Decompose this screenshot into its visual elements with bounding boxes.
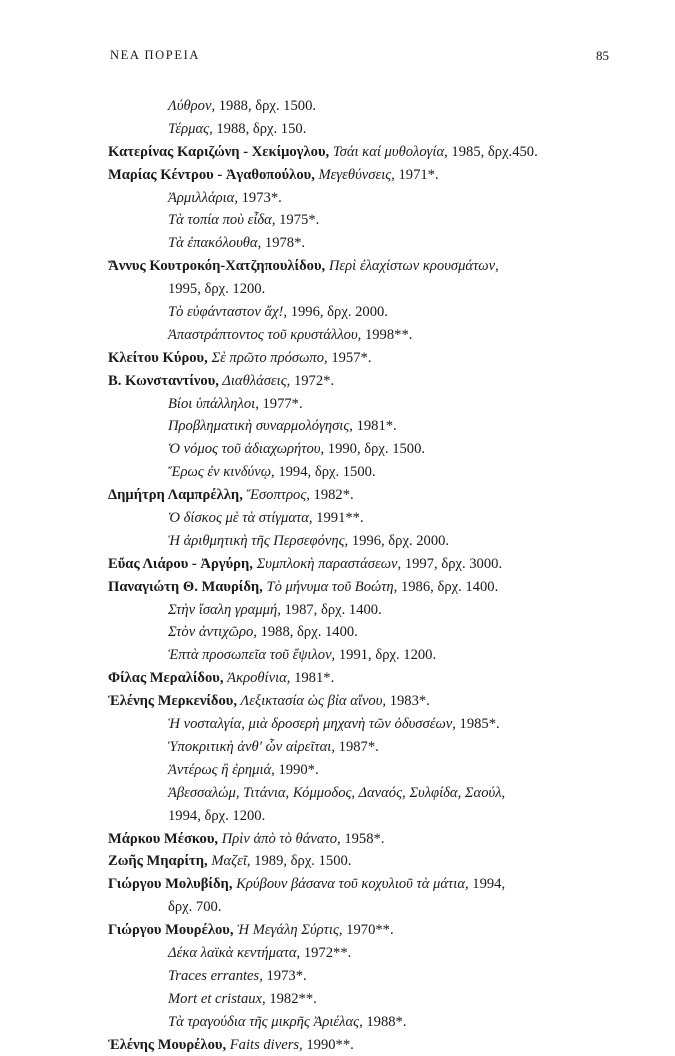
bibliography-entry-line (108, 576, 618, 599)
work-title: Ἔρως ἐν κινδύνῳ, (168, 464, 275, 481)
work-title: Λύθρον, (168, 98, 216, 114)
publication-details: 1981*. (352, 418, 397, 435)
publication-details: 1997, δρχ. 3000. (401, 555, 503, 572)
publication-details: 1991, δρχ. 1200. (335, 647, 437, 664)
author-name: Εὔας Λιάρου - Ἀργύρη, (108, 555, 253, 572)
bibliography-continuation-line (108, 95, 618, 118)
bibliography-continuation-line (108, 301, 618, 324)
bibliography-continuation-line (108, 1011, 618, 1034)
work-title: Στὸν ἀντιχῶρο, (168, 624, 257, 641)
bibliography-continuation-line (108, 209, 618, 232)
running-header (110, 48, 609, 68)
publication-details: 1982**. (265, 990, 317, 1007)
publication-details: 1971*. (394, 166, 439, 183)
work-title: Ἡ νοσταλγία, μιὰ δροσερὴ μηχανὴ τῶν ὀδυσσέων, (168, 716, 456, 733)
bibliography-entry-line (108, 873, 618, 896)
publication-details: 1995, δρχ. 1200. (168, 281, 266, 298)
author-name: Παναγιώτη Θ. Μαυρίδη, (108, 578, 263, 595)
author-name: Μάρκου Μέσκου, (108, 830, 219, 847)
bibliography-continuation-line (108, 461, 618, 484)
work-title: Κρύβουν βάσανα τοῦ κοχυλιοῦ τὰ μάτια, (232, 876, 469, 893)
work-title: Ἀρμιλλάρια, (168, 189, 238, 206)
work-title: Faits divers, (226, 1036, 303, 1053)
publication-details: 1977*. (258, 395, 303, 412)
bibliography-continuation-line (108, 988, 618, 1011)
publication-details: 1990**. (302, 1036, 354, 1053)
bibliography-entry-line (108, 484, 618, 507)
bibliography-entry-line (108, 1034, 618, 1056)
publication-details: 1972**. (300, 944, 352, 961)
bibliography-continuation-line (108, 644, 618, 667)
work-title: Προβληματικὴ συναρμολόγησις, (168, 418, 353, 435)
author-name: Κατερίνας Καριζώνη - Χεκίμογλου, (108, 143, 330, 160)
publication-details: 1982*. (309, 487, 354, 504)
work-title: Ἡ Μεγάλη Σύρτις, (233, 922, 343, 939)
work-title: Τὰ τραγούδια τῆς μικρῆς Ἀριέλας, (168, 1013, 363, 1030)
work-title: Πρὶν ἀπὸ τὸ θάνατο, (218, 830, 341, 847)
bibliography-list (108, 95, 618, 1056)
work-title: Ἔσοπτρος, (242, 487, 310, 504)
bibliography-continuation-line (108, 438, 618, 461)
publication-details: 1987*. (335, 738, 379, 755)
bibliography-entry-line (108, 667, 618, 690)
publication-details: 1970**. (342, 922, 394, 939)
work-title: Μαζεῖ, (207, 853, 251, 870)
publication-details: 1986, δρχ. 1400. (397, 578, 499, 595)
work-title: Ἑπτὰ προσωπεῖα τοῦ ἔψιλον, (168, 647, 336, 664)
publication-details: 1989, δρχ. 1500. (250, 853, 352, 870)
bibliography-continuation-line (108, 736, 618, 759)
publication-details: 1958*. (340, 830, 385, 847)
publication-details: 1987, δρχ. 1400. (280, 601, 382, 618)
bibliography-entry-line (108, 828, 618, 851)
bibliography-entry-line (108, 255, 618, 278)
work-title: Ὁ δίσκος μὲ τὰ στίγματα, (168, 510, 313, 527)
work-title: Σὲ πρῶτο πρόσωπο, (207, 349, 328, 366)
publication-details: 1985, δρχ.450. (447, 143, 538, 160)
author-name: Ζωῆς Μηαρίτη, (108, 853, 208, 870)
work-title: Ἀπαστράπτοντος τοῦ κρυστάλλου, (168, 326, 362, 343)
author-name: Φίλας Μεραλίδου, (108, 670, 224, 687)
bibliography-continuation-line (108, 187, 618, 210)
author-name: Κλείτου Κύρου, (108, 349, 208, 366)
author-name: Ἄννυς Κουτροκόη-Χατζηπουλίδου, (108, 258, 326, 275)
work-title: Ὁ νόμος τοῦ ἀδιαχωρήτου, (168, 441, 325, 458)
work-title: Συμπλοκὴ παραστάσεων, (252, 555, 402, 572)
bibliography-continuation-line (108, 759, 618, 782)
bibliography-continuation-line (108, 324, 618, 347)
publication-details: 1972*. (290, 372, 335, 389)
publication-details: 1996, δρχ. 2000. (348, 532, 450, 549)
author-name: Μαρίας Κέντρου - Ἀγαθοπούλου, (108, 166, 315, 183)
bibliography-continuation-line (108, 782, 618, 805)
work-title: Διαθλάσεις, (218, 372, 291, 389)
bibliography-continuation-line (108, 713, 618, 736)
author-name: Δημήτρη Λαμπρέλλη, (108, 487, 243, 504)
bibliography-entry-line (108, 141, 618, 164)
publication-details: 1988, δρχ. 1500. (215, 98, 317, 114)
publication-details: 1988, δρχ. 150. (212, 120, 307, 137)
publication-details: 1991**. (312, 510, 364, 527)
author-name: Ἑλένης Μερκενίδου, (108, 693, 238, 710)
work-title: Δέκα λαϊκὰ κεντήματα, (168, 944, 301, 961)
work-title: Τὰ ἐπακόλουθα, (168, 235, 262, 252)
bibliography-continuation-line (108, 621, 618, 644)
bibliography-continuation-line (108, 118, 618, 141)
publication-details: 1981*. (290, 670, 335, 687)
publication-details: 1998**. (361, 326, 413, 343)
work-title: Στὴν ἴσαλη γραμμή, (168, 601, 281, 618)
publication-details: 1988*. (362, 1013, 407, 1030)
publication-details: 1985*. (455, 716, 500, 733)
author-name: Β. Κωνσταντίνου, (108, 372, 219, 389)
bibliography-continuation-line (108, 805, 618, 828)
publication-details: 1957*. (327, 349, 372, 366)
work-title: Τσάι καί μυθολογία, (329, 143, 448, 160)
bibliography-continuation-line (108, 393, 618, 416)
work-title: Τὸ εὐφάνταστον ἄχ!, (168, 304, 288, 321)
bibliography-entry-line (108, 919, 618, 942)
work-title: Ἀβεσσαλώμ, Τιτάνια, Κόμμοδος, Δαναός, Συλφίδα, Σαούλ, (168, 784, 506, 801)
publication-details: 1994, (468, 876, 506, 893)
work-title: Mort et cristaux, (168, 990, 266, 1007)
publication-details: δρχ. 700. (168, 899, 222, 916)
page-number: 85 (596, 48, 609, 63)
work-title: Μεγεθύνσεις, (314, 166, 395, 183)
publication-details: 1978*. (261, 235, 306, 252)
publication-details: 1990, δρχ. 1500. (324, 441, 426, 458)
author-name: Γιώργου Μουρέλου, (108, 922, 234, 939)
publication-details: 1994, δρχ. 1500. (274, 464, 376, 481)
work-title: Ἡ ἀριθμητικὴ τῆς Περσεφόνης, (168, 532, 349, 549)
bibliography-continuation-line (108, 599, 618, 622)
work-title: Βίοι ὑπάλληλοι, (168, 395, 259, 412)
bibliography-continuation-line (108, 896, 618, 919)
work-title: Ἀντέρως ἢ ἐρημιά, (168, 761, 275, 778)
bibliography-continuation-line (108, 232, 618, 255)
bibliography-continuation-line (108, 530, 618, 553)
work-title: Ὑποκριτικὴ ἀνθ' ὧν αἱρεῖται, (168, 738, 336, 755)
publication-details: 1996, δρχ. 2000. (287, 304, 388, 321)
work-title: Τὸ μήνυμα τοῦ Βοώτη, (262, 578, 398, 595)
work-title: Traces errantes, (168, 967, 263, 984)
publication-details: 1975*. (275, 212, 320, 229)
bibliography-entry-line (108, 164, 618, 187)
bibliography-entry-line (108, 850, 618, 873)
author-name: Γιώργου Μολυβίδη, (108, 876, 233, 893)
work-title: Περὶ ἐλαχίστων κρουσμάτων, (325, 258, 499, 275)
author-name: Ἑλένης Μουρέλου, (108, 1036, 227, 1053)
publication-details: 1994, δρχ. 1200. (168, 807, 266, 824)
publication-details: 1973*. (237, 189, 282, 206)
work-title: Λεξικτασία ὡς βία αἴνου, (237, 693, 387, 710)
bibliography-continuation-line (108, 507, 618, 530)
journal-title: ΝΕΑ ΠΟΡΕΙΑ (110, 48, 200, 62)
bibliography-entry-line (108, 690, 618, 713)
publication-details: 1990*. (274, 761, 319, 778)
publication-details: 1988, δρχ. 1400. (256, 624, 358, 641)
work-title: Ἀκροθίνια, (223, 670, 291, 687)
bibliography-continuation-line (108, 965, 618, 988)
bibliography-entry-line (108, 553, 618, 576)
work-title: Τὰ τοπία ποὺ εἶδα, (168, 212, 276, 229)
bibliography-entry-line (108, 370, 618, 393)
bibliography-entry-line (108, 347, 618, 370)
bibliography-continuation-line (108, 415, 618, 438)
publication-details: 1973*. (262, 967, 307, 984)
bibliography-continuation-line (108, 942, 618, 965)
bibliography-continuation-line (108, 278, 618, 301)
work-title: Τέρμας, (168, 120, 213, 137)
publication-details: 1983*. (386, 693, 430, 710)
